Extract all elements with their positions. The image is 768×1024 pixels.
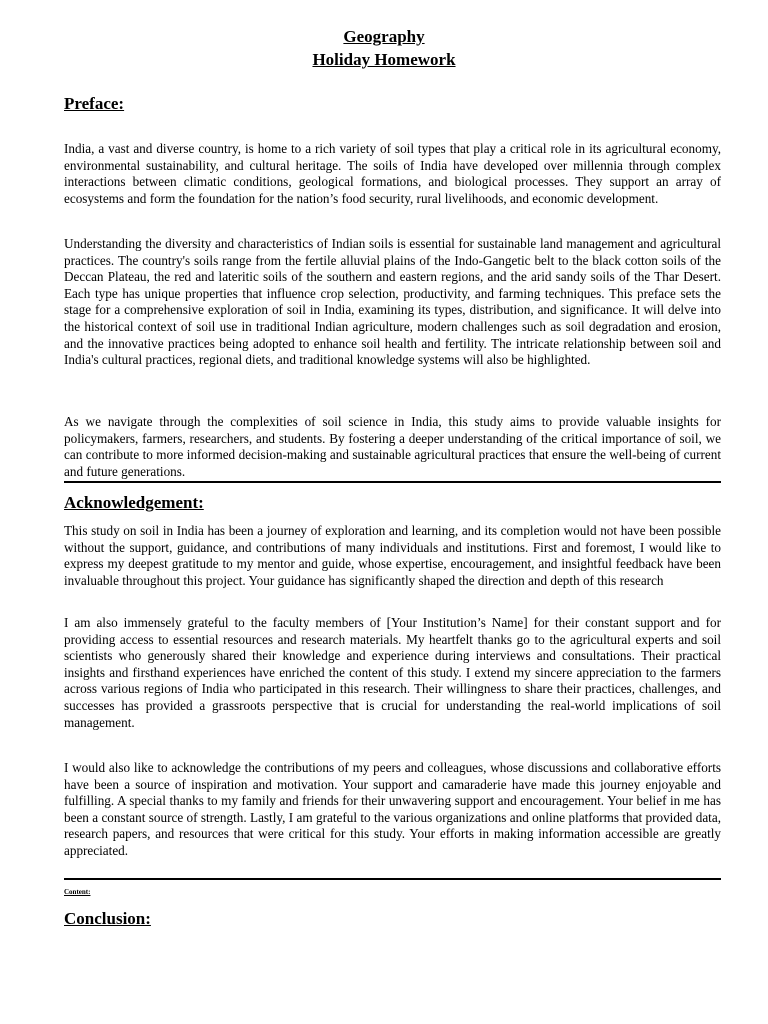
conclusion-heading: Conclusion:	[64, 909, 151, 928]
subject-title: Geography	[343, 27, 425, 46]
acknowledgement-paragraph-2: I am also immensely grateful to the faculty members of [Your Institution’s Name] for their constant support and for providing access to essential resources and research materials. My heartfelt thanks go to the agricultural experts and soil scientists who generously shared their knowledge and experience during interviews and consultations. Their practical insights and firsthand experiences have enriched the content of this study. I extend my sincere appreciation to the farmers across various regions of India who participated in this research. Their willingness to share their practices, challenges, and successes has provided a grassroots perspective that is crucial for understanding the real-world implications of soil management.	[64, 615, 721, 730]
preface-paragraph-2: Understanding the diversity and characteristics of Indian soils is essential for sustainable land management and agricultural practices. The country's soils range from the fertile alluvial plains of the Indo-Gangetic belt to the black cotton soils of the Deccan Plateau, the red and lateritic soils of the southern and eastern regions, and the arid sandy soils of the Thar Desert. Each type has unique properties that influence crop selection, productivity, and farming techniques. This preface sets the stage for a comprehensive exploration of soil in India, examining its types, distribution, and significance. It will delve into the historical context of soil use in traditional Indian agriculture, modern challenges such as soil degradation and erosion, and the innovative practices being adopted to enhance soil health and fertility. The intricate relationship between soil and India's cultural practices, regional diets, and traditional knowledge systems will also be highlighted.	[64, 236, 721, 368]
preface-paragraph-3: As we navigate through the complexities of soil science in India, this study aims to provide valuable insights for policymakers, farmers, researchers, and students. By fostering a deeper understanding of the critical importance of soil, we can contribute to more informed decision-making and sustainable agricultural practices that ensure the well-being of current and future generations.	[64, 414, 721, 479]
acknowledgement-paragraph-1: This study on soil in India has been a journey of exploration and learning, and its completion would not have been possible without the support, guidance, and contributions of many individuals and institutions. First and foremost, I would like to express my deepest gratitude to my mentor and guide, whose expertise, encouragement, and insightful feedback have been invaluable throughout this project. Your guidance has significantly shaped the direction and depth of this research	[64, 523, 721, 588]
acknowledgement-heading: Acknowledgement:	[64, 493, 204, 512]
content-label: Content:	[64, 888, 91, 896]
section-divider	[64, 481, 721, 483]
acknowledgement-paragraph-3: I would also like to acknowledge the contributions of my peers and colleagues, whose discussions and collaborative efforts have been a source of inspiration and motivation. Your support and camaraderie have made this journey enjoyable and fulfilling. A special thanks to my family and friends for their unwavering support and encouragement. Your belief in me has been a constant source of strength. Lastly, I am grateful to the various organizations and online platforms that provided data, research papers, and resources that were critical for this study. Your efforts in making information accessible are greatly appreciated.	[64, 760, 721, 858]
preface-heading: Preface:	[64, 94, 125, 113]
section-divider	[64, 878, 721, 880]
document-title: Holiday Homework	[312, 50, 456, 69]
preface-paragraph-1: India, a vast and diverse country, is home to a rich variety of soil types that play a critical role in its agricultural economy, environmental sustainability, and cultural heritage. The soils of India have developed over millennia through complex interactions between climatic conditions, geological formations, and biological processes. They support an array of ecosystems and form the foundation for the nation’s food security, rural livelihoods, and economic development.	[64, 141, 721, 206]
